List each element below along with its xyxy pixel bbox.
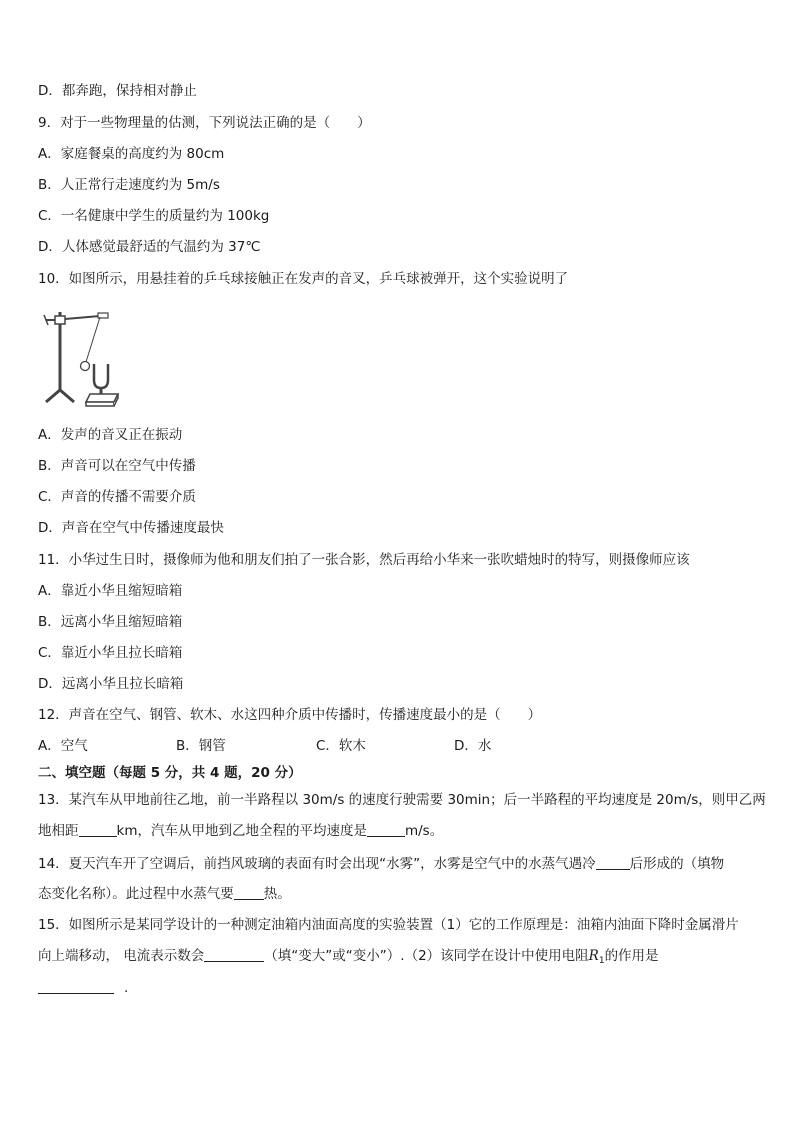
q13-text-b: km，汽车从甲地到乙地全程的平均速度是 [116,823,367,839]
q12-option-a: A．空气 [38,738,88,754]
q12-stem: 12．声音在空气、钢管、软木、水这四种介质中传播时，传播速度最小的是（ ） [38,707,542,723]
q13-text-a: 地相距 [38,823,79,839]
section-title-fill-blank: 二、填空题（每题 5 分，共 4 题，20 分） [38,765,302,781]
q13-blank-speed[interactable] [367,822,405,837]
q15-line-3 [38,979,128,997]
q10-option-d: D．声音在空气中传播速度最快 [38,520,224,536]
q14-text-c: 态变化名称）。此过程中水蒸气要 [38,886,234,902]
q9-option-b: B．人正常行走速度约为 5m/s [38,177,220,193]
q14-blank-heat[interactable] [234,885,264,900]
q15-period: . [124,980,129,996]
q15-resistor-symbol: R [588,948,599,964]
q14-line-1 [38,855,724,873]
q13-text-c: m/s。 [404,823,444,839]
q11-option-b: B．远离小华且缩短暗箱 [38,614,183,630]
q15-blank-resistor-role[interactable] [38,979,114,994]
q12-option-b: B．钢管 [176,738,226,754]
q15-text-a: 向上端移动， 电流表示数会 [38,948,205,964]
q14-line-2 [38,885,291,903]
q10-stem: 10．如图所示，用悬挂着的乒乓球接触正在发声的音叉，乒乓球被弹开，这个实验说明了 [38,271,569,287]
q11-stem: 11．小华过生日时，摄像师为他和朋友们拍了一张合影，然后再给小华来一张吹蜡烛时的特写，则摄像师应该 [38,552,690,568]
q13-blank-distance[interactable] [79,822,117,837]
q9-stem: 9．对于一些物理量的估测，下列说法正确的是（ ） [38,115,371,131]
q15-text-c: 的作用是 [604,948,659,964]
q11-option-d: D．远离小华且拉长暗箱 [38,676,184,692]
q14-blank-phase-change[interactable] [596,855,630,870]
q13-line-1: 13．某汽车从甲地前往乙地，前一半路程以 30m/s 的速度行驶需要 30min；后一半路程的平均速度是 20m/s，则甲乙两 [38,792,766,808]
tuning-fork-figure [38,302,128,412]
q10-option-a: A．发声的音叉正在振动 [38,427,183,443]
q14-text-a: 14．夏天汽车开了空调后，前挡风玻璃的表面有时会出现“水雾”，水雾是空气中的水蒸气遇冷 [38,856,596,872]
q14-text-b: 后形成的（填物 [629,856,725,872]
q12-options [38,737,491,755]
q12-option-c: C．软木 [316,738,366,754]
q11-option-c: C．靠近小华且拉长暗箱 [38,645,183,661]
q15-resistor-subscript: 1 [598,956,605,966]
q10-option-c: C．声音的传播不需要介质 [38,489,196,505]
q15-line-2 [38,947,659,970]
q13-line-2 [38,822,443,840]
q11-option-a: A．靠近小华且缩短暗箱 [38,583,183,599]
q9-option-a: A．家庭餐桌的高度约为 80cm [38,146,225,162]
q9-option-c: C．一名健康中学生的质量约为 100kg [38,208,270,224]
q15-line-1: 15．如图所示是某同学设计的一种测定油箱内油面高度的实验装置（1）它的工作原理是：油箱内油面下降时金属滑片 [38,917,739,933]
q15-blank-ammeter[interactable] [204,947,264,962]
q15-text-b: （填“变大”或“变小”）.（2）该同学在设计中使用电阻 [264,948,589,964]
q10-option-b: B．声音可以在空气中传播 [38,458,196,474]
q12-option-d: D．水 [454,738,492,754]
q14-text-d: 热。 [263,886,291,902]
q8-option-d: D．都奔跑，保持相对静止 [38,83,197,99]
q9-option-d: D．人体感觉最舒适的气温约为 37℃ [38,239,261,255]
